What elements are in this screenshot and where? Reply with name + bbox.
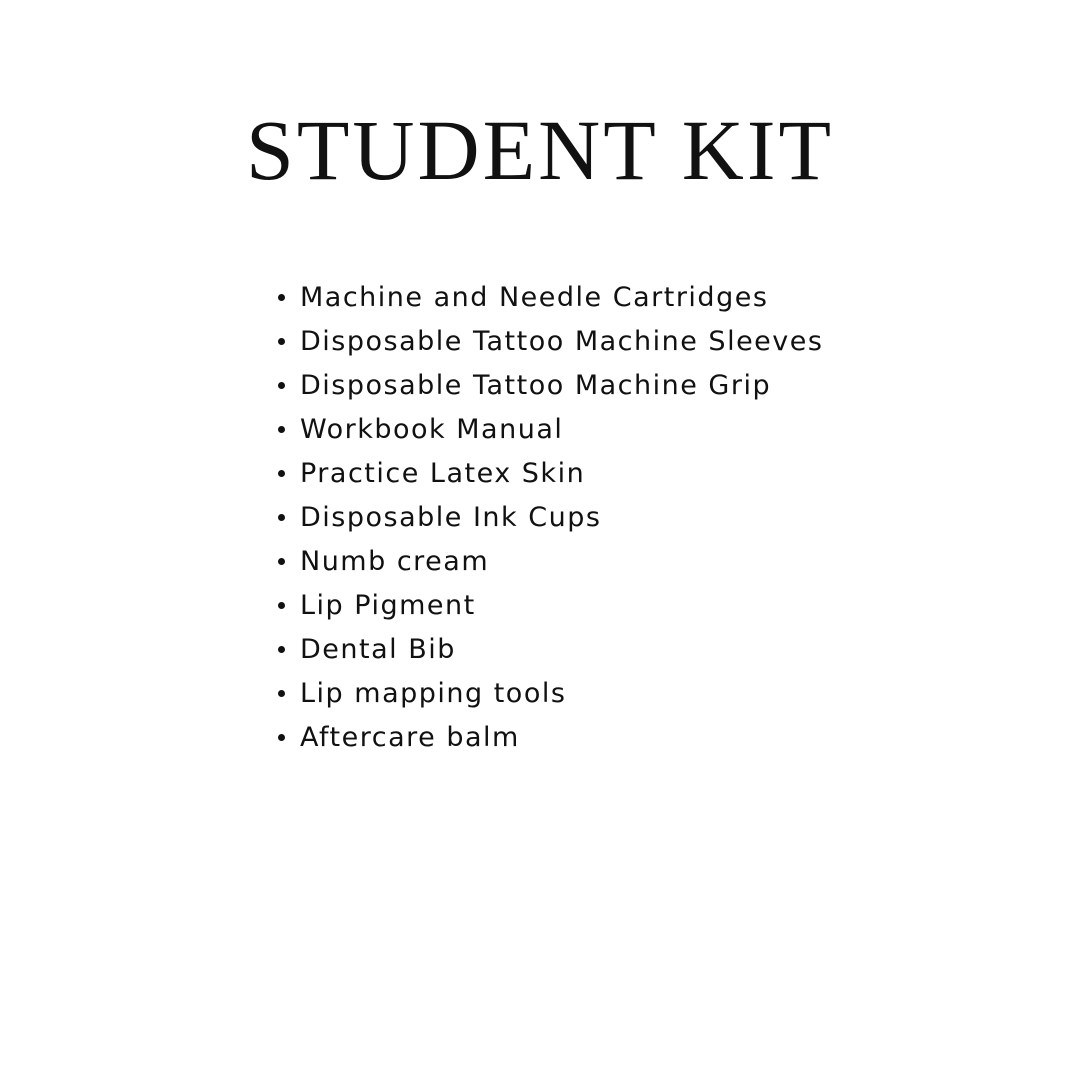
list-item-label: Disposable Tattoo Machine Sleeves [300,325,824,357]
page-title: STUDENT KIT [246,102,834,198]
list-item [278,319,823,363]
list-item-label: Disposable Tattoo Machine Grip [300,369,772,401]
list-item-label: Numb cream [300,545,490,577]
list-item [278,407,823,451]
bullet-icon [278,602,285,609]
list-item [278,275,823,319]
bullet-icon [278,470,285,477]
bullet-icon [278,558,285,565]
bullet-icon [278,734,285,741]
bullet-icon [278,426,285,433]
kit-items-list [278,275,823,759]
bullet-icon [278,382,285,389]
list-item-label: Lip mapping tools [300,677,567,709]
list-item-label: Workbook Manual [300,413,564,445]
bullet-icon [278,646,285,653]
bullet-icon [278,514,285,521]
list-item [278,363,823,407]
list-item [278,451,823,495]
list-item-label: Practice Latex Skin [300,457,586,489]
list-item-label: Dental Bib [300,633,456,665]
list-item-label: Lip Pigment [300,589,476,621]
list-item [278,715,823,759]
list-item-label: Disposable Ink Cups [300,501,602,533]
list-item [278,627,823,671]
bullet-icon [278,690,285,697]
list-item [278,495,823,539]
bullet-icon [278,294,285,301]
bullet-icon [278,338,285,345]
list-item [278,583,823,627]
list-item-label: Machine and Needle Cartridges [300,281,769,313]
list-item-label: Aftercare balm [300,721,520,753]
list-item [278,671,823,715]
list-item [278,539,823,583]
